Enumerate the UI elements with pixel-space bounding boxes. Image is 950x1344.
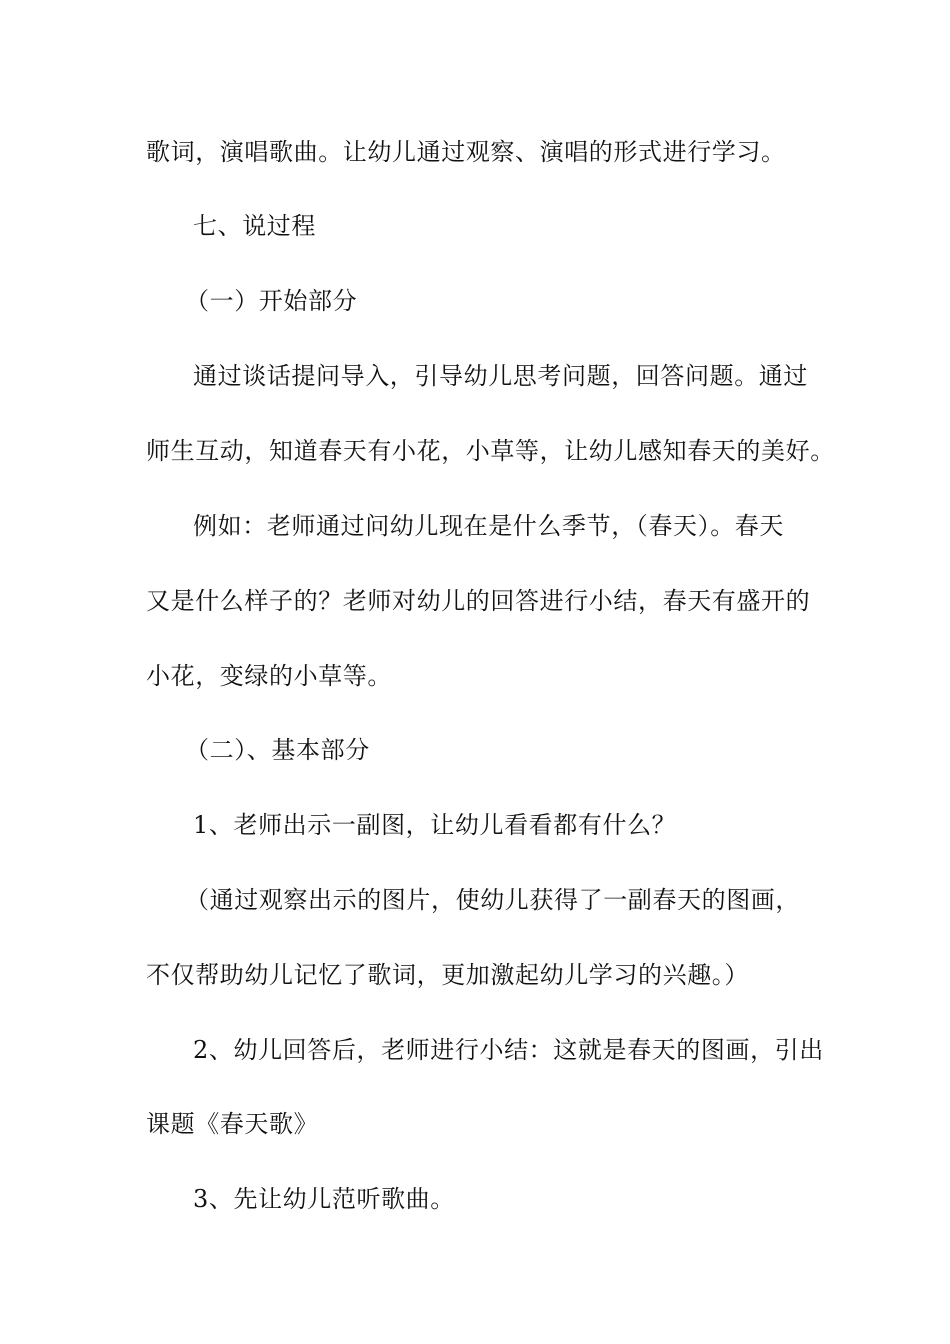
paragraph-line: 课题《春天歌》 bbox=[146, 1110, 319, 1138]
list-item: 1、老师出示一副图，让幼儿看看都有什么？ bbox=[193, 811, 677, 839]
paragraph-line: 不仅帮助幼儿记忆了歌词，更加激起幼儿学习的兴趣。） bbox=[146, 961, 749, 989]
list-item: 3、先让幼儿范听歌曲。 bbox=[193, 1185, 455, 1213]
subsection-heading: （二）、基本部分 bbox=[185, 736, 370, 764]
section-heading: 七、说过程 bbox=[193, 212, 316, 240]
paragraph-line: 师生互动，知道春天有小花，小草等，让幼儿感知春天的美好。 bbox=[146, 437, 835, 465]
paragraph-line: 小花，变绿的小草等。 bbox=[146, 662, 392, 690]
list-item: 2、幼儿回答后，老师进行小结：这就是春天的图画，引出 bbox=[193, 1036, 824, 1064]
paragraph-line: 通过谈话提问导入，引导幼儿思考问题，回答问题。通过 bbox=[193, 362, 808, 390]
paragraph-line: 歌词，演唱歌曲。让幼儿通过观察、演唱的形式进行学习。 bbox=[146, 138, 786, 166]
subsection-heading: （一）开始部分 bbox=[185, 287, 358, 315]
paragraph-line: （通过观察出示的图片，使幼儿获得了一副春天的图画， bbox=[185, 886, 800, 914]
paragraph-line: 又是什么样子的？老师对幼儿的回答进行小结，春天有盛开的 bbox=[146, 587, 811, 615]
paragraph-line: 例如：老师通过问幼儿现在是什么季节，（春天）。春天 bbox=[193, 512, 784, 540]
